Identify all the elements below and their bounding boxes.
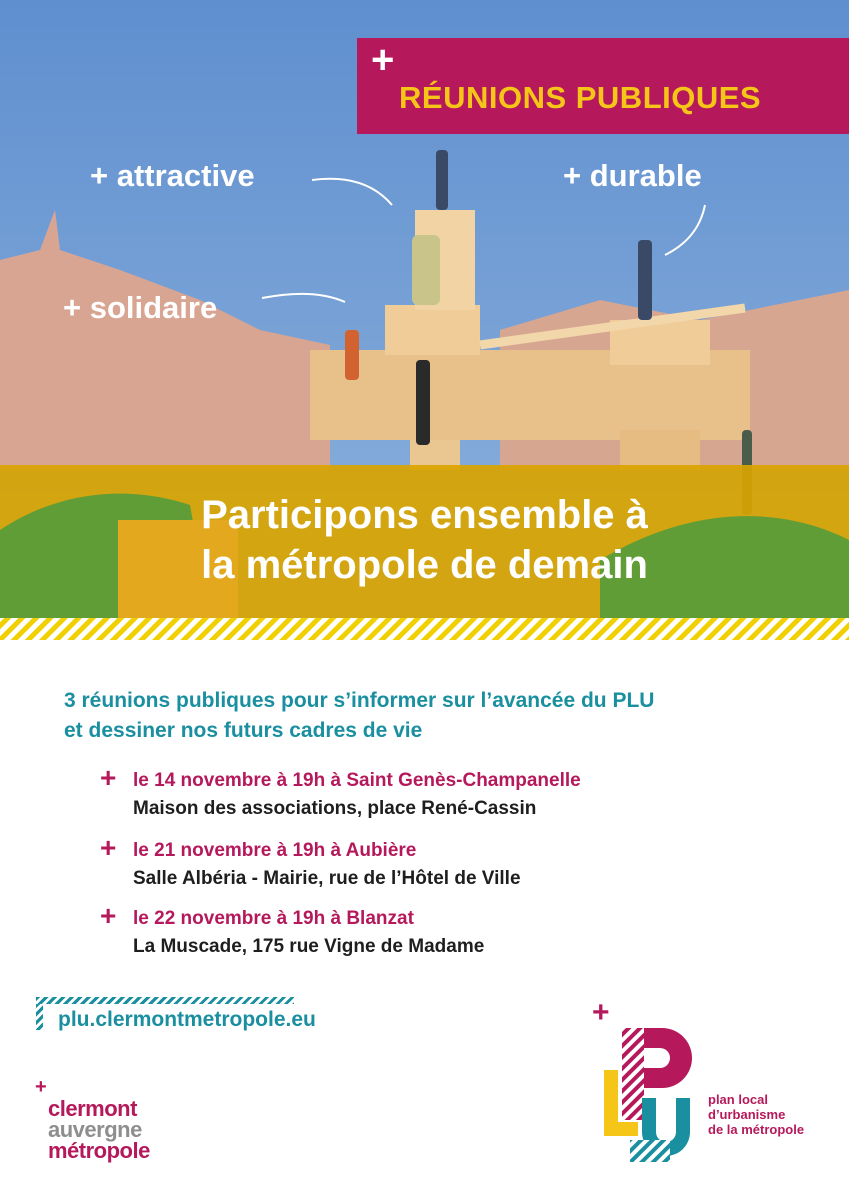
hero-headline-line2: la métropole de demain <box>201 543 648 587</box>
plu-caption-line2: d’urbanisme <box>708 1107 786 1122</box>
wood-block-top-left <box>385 305 480 355</box>
website-link[interactable]: plu.clermontmetropole.eu <box>58 1008 316 1031</box>
plus-icon: + <box>100 900 117 931</box>
badge-title: RÉUNIONS PUBLIQUES <box>399 80 762 115</box>
plus-icon: + <box>100 832 117 863</box>
wood-block-lower <box>620 430 700 470</box>
word-durable: + durable <box>563 158 702 193</box>
meeting-date: le 14 novembre à 19h à Saint Genès-Champanelle <box>133 770 581 791</box>
meeting-place: Salle Albéria - Mairie, rue de l’Hôtel de Ville <box>133 868 521 889</box>
cam-logo-line1: clermont <box>48 1096 137 1121</box>
meeting-date: le 22 novembre à 19h à Blanzat <box>133 908 414 929</box>
website-stripe-side <box>36 1004 43 1030</box>
plu-caption-line1: plan local <box>708 1092 768 1107</box>
intro-line2: et dessiner nos futurs cadres de vie <box>64 719 423 742</box>
badge-plus-icon: + <box>371 38 395 82</box>
cam-logo-line2: auvergne <box>48 1117 142 1142</box>
plu-logo-plus-icon: + <box>592 996 610 1029</box>
cam-logo-line3: métropole <box>48 1138 150 1163</box>
hero-headline-line1: Participons ensemble à <box>201 493 648 537</box>
intro-line1: 3 réunions publiques pour s’informer sur l’avancée du PLU <box>64 689 655 712</box>
meeting-place: Maison des associations, place René-Cassin <box>133 798 537 819</box>
plus-icon: + <box>100 762 117 793</box>
meeting-place: La Muscade, 175 rue Vigne de Madame <box>133 936 485 957</box>
stripe-divider <box>0 618 849 640</box>
plu-logo <box>600 1020 700 1170</box>
event-badge <box>357 38 849 134</box>
plu-caption-line3: de la métropole <box>708 1122 805 1137</box>
intro-text <box>64 686 654 746</box>
hero-headline <box>0 490 849 590</box>
word-attractive: + attractive <box>90 158 255 193</box>
meeting-date: le 21 novembre à 19h à Aubière <box>133 840 417 861</box>
word-solidaire: + solidaire <box>63 290 218 325</box>
website-stripe <box>36 997 294 1004</box>
plu-caption <box>708 1092 804 1137</box>
cam-logo-plus-icon: + <box>35 1076 47 1098</box>
